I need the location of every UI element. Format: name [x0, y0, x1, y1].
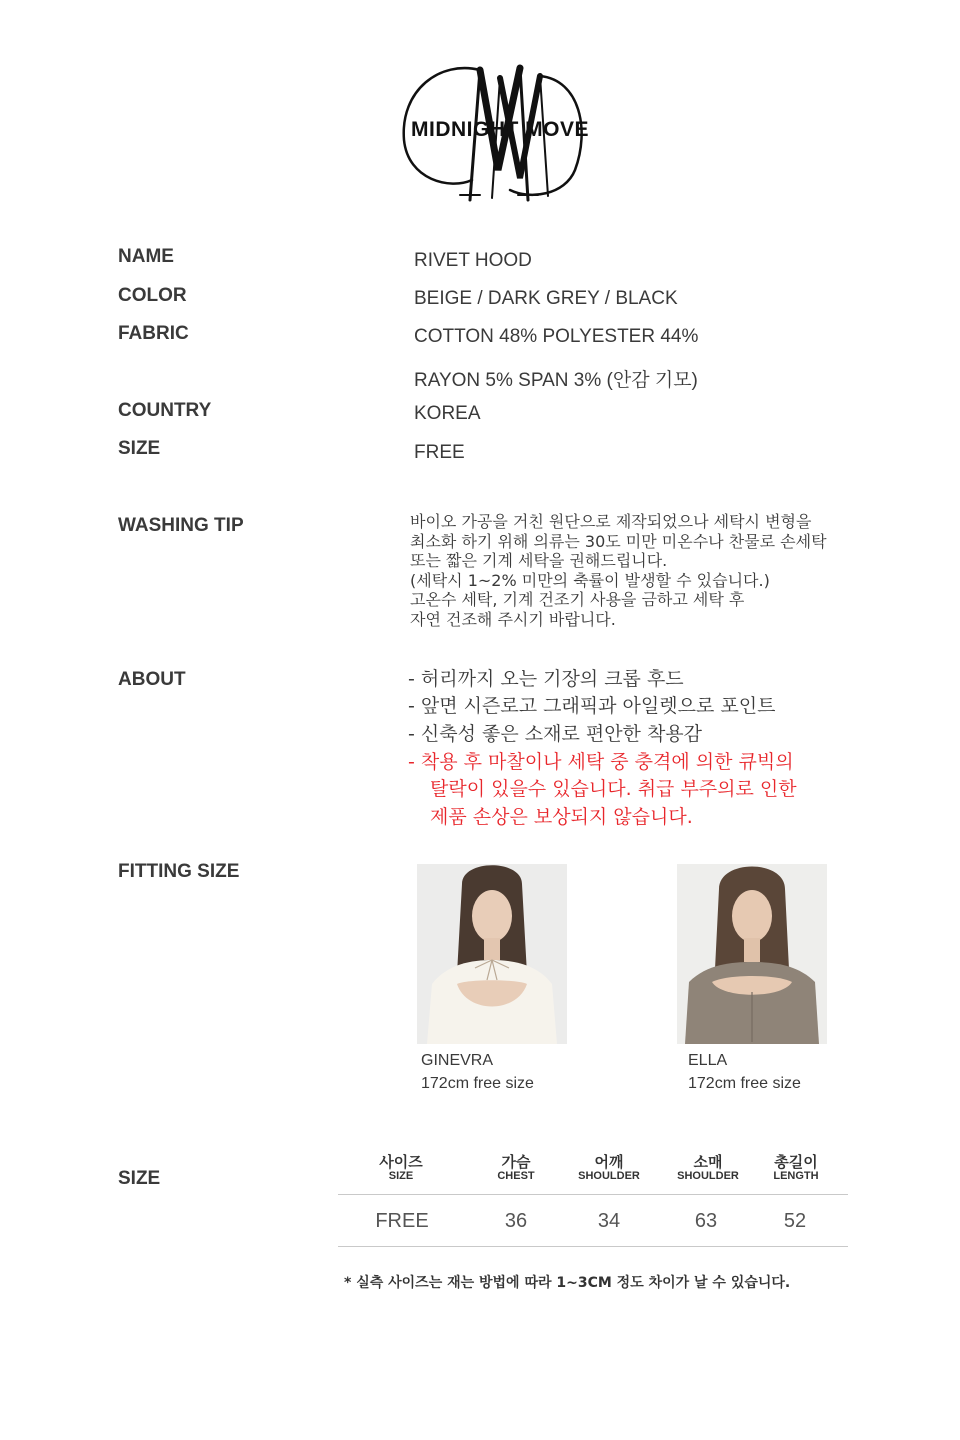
fabric-value-line2: RAYON 5% SPAN 3% (안감 기모)	[414, 370, 698, 391]
washing-line: 자연 건조해 주시기 바랍니다.	[410, 609, 616, 629]
country-value: KOREA	[414, 403, 481, 424]
about-line: - 허리까지 오는 기장의 크롭 후드	[408, 668, 684, 690]
header-en: LENGTH	[773, 1170, 819, 1182]
table-top-rule	[338, 1194, 848, 1195]
color-label: COLOR	[118, 285, 187, 306]
header-en: SHOULDER	[677, 1170, 739, 1182]
model-photo-ella	[677, 864, 827, 1044]
name-label: NAME	[118, 246, 174, 267]
about-warning-line: 제품 손상은 보상되지 않습니다.	[430, 806, 693, 828]
table-bottom-rule	[338, 1246, 848, 1247]
brand-name: MIDNIGHT MOVE	[411, 118, 589, 141]
washing-line: 바이오 가공을 거친 원단으로 제작되었으나 세탁시 변형을	[410, 512, 812, 531]
fitting-size-label: FITTING SIZE	[118, 861, 240, 882]
table-cell: 52	[783, 1210, 807, 1232]
brand-logo	[380, 50, 620, 210]
shoulder-header	[554, 1154, 664, 1182]
washing-line: 최소화 하기 위해 의류는 30도 미만 미온수나 찬물로 손세탁	[410, 531, 827, 551]
model-photo-ginevra	[417, 864, 567, 1044]
washing-line: (세탁시 1~2% 미만의 축률이 발생할 수 있습니다.)	[410, 570, 770, 590]
name-value: RIVET HOOD	[414, 250, 532, 271]
header-kr: 총길이	[774, 1153, 818, 1171]
about-warning-line: - 착용 후 마찰이나 세탁 중 충격에 의한 큐빅의	[408, 751, 794, 773]
model-name: GINEVRA	[421, 1052, 494, 1069]
fabric-label: FABRIC	[118, 323, 189, 344]
header-kr: 어깨	[594, 1153, 624, 1171]
size-table-label: SIZE	[118, 1168, 161, 1189]
about-label: ABOUT	[118, 669, 186, 690]
table-cell: 36	[504, 1210, 528, 1232]
table-cell: 63	[694, 1210, 718, 1232]
model-detail: 172cm free size	[688, 1075, 801, 1092]
header-en: SHOULDER	[578, 1170, 640, 1182]
about-line: - 신축성 좋은 소재로 편안한 착용감	[408, 723, 703, 745]
length-header	[741, 1154, 851, 1182]
about-warning-line: 탈락이 있을수 있습니다. 취급 부주의로 인한	[430, 778, 797, 800]
washing-line: 고온수 세탁, 기계 건조기 사용을 금하고 세탁 후	[410, 590, 745, 609]
model-detail: 172cm free size	[421, 1075, 534, 1092]
measurement-note: * 실측 사이즈는 재는 방법에 따라 1~3CM 정도 차이가 날 수 있습니다.	[344, 1275, 791, 1291]
header-en: SIZE	[388, 1170, 414, 1182]
washing-tip-text	[410, 512, 940, 629]
size-header	[346, 1154, 456, 1182]
washing-tip-label: WASHING TIP	[118, 515, 244, 536]
size-label: SIZE	[118, 438, 161, 459]
table-cell: FREE	[375, 1210, 429, 1232]
header-kr: 사이즈	[379, 1153, 423, 1171]
table-cell: 34	[597, 1210, 621, 1232]
header-en: CHEST	[497, 1170, 535, 1182]
header-kr: 소매	[693, 1153, 723, 1171]
header-kr: 가슴	[501, 1153, 531, 1171]
model-name: ELLA	[688, 1052, 728, 1069]
fabric-value-line1: COTTON 48% POLYESTER 44%	[414, 326, 699, 347]
country-label: COUNTRY	[118, 400, 212, 421]
washing-line: 또는 짧은 기계 세탁을 권해드립니다.	[410, 551, 668, 570]
size-value: FREE	[414, 442, 465, 463]
color-value: BEIGE / DARK GREY / BLACK	[414, 288, 678, 309]
about-line: - 앞면 시즌로고 그래픽과 아일렛으로 포인트	[408, 695, 776, 717]
